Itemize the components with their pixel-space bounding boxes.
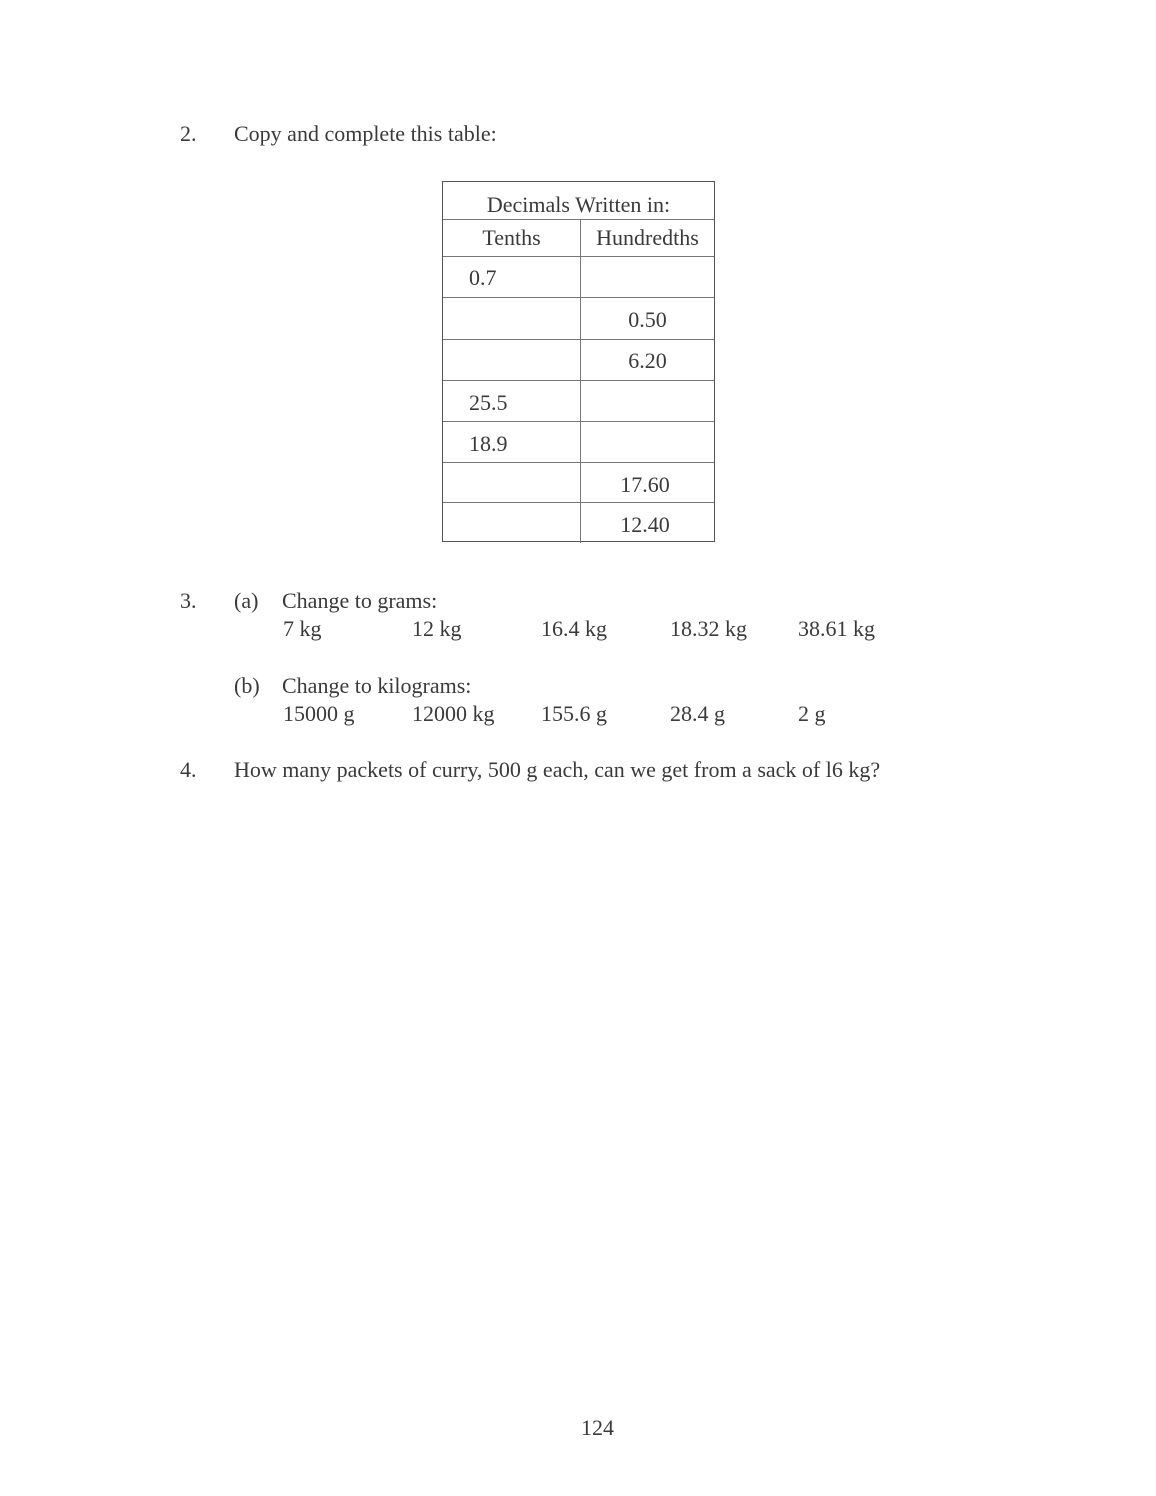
tenths-value: 25.5 <box>469 390 508 415</box>
question-3-number: 3. <box>180 588 197 613</box>
hundredths-value: 6.20 <box>628 348 667 373</box>
hundredths-cell <box>581 381 714 421</box>
question-3a-prompt: Change to grams: <box>282 588 438 613</box>
table-row <box>443 381 714 422</box>
hundredths-cell <box>581 257 714 297</box>
header-hundredths: Hundredths <box>596 225 699 250</box>
tenths-cell <box>443 298 581 339</box>
table-row <box>443 340 714 381</box>
header-cell-tenths <box>443 220 581 256</box>
tenths-cell <box>443 381 581 421</box>
header-cell-hundredths <box>581 220 714 256</box>
page-number: 124 <box>581 1415 614 1440</box>
table-caption-row <box>443 182 714 220</box>
kilograms-item: 2 g <box>798 701 826 726</box>
table-caption: Decimals Written in: <box>486 192 671 217</box>
tenths-value: 18.9 <box>469 431 508 456</box>
hundredths-cell <box>581 422 714 462</box>
kilograms-item: 12000 kg <box>412 701 495 726</box>
table-row <box>443 503 714 543</box>
decimals-table <box>442 181 715 542</box>
grams-item: 18.32 kg <box>670 616 747 641</box>
table-row <box>443 257 714 298</box>
grams-item: 16.4 kg <box>541 616 607 641</box>
grams-item: 12 kg <box>412 616 462 641</box>
table-row <box>443 463 714 503</box>
hundredths-cell <box>581 503 714 543</box>
hundredths-cell <box>581 463 714 502</box>
tenths-value: 0.7 <box>469 265 497 290</box>
hundredths-cell <box>581 298 714 339</box>
header-tenths: Tenths <box>482 225 541 250</box>
tenths-cell <box>443 422 581 462</box>
tenths-cell <box>443 257 581 297</box>
kilograms-item: 28.4 g <box>670 701 725 726</box>
hundredths-value: 0.50 <box>628 307 667 332</box>
question-4-prompt: How many packets of curry, 500 g each, can we get from a sack of l6 kg? <box>234 757 881 782</box>
question-3a-label: (a) <box>234 588 259 613</box>
hundredths-cell <box>581 340 714 380</box>
question-2-prompt: Copy and complete this table: <box>234 121 497 146</box>
kilograms-item: 155.6 g <box>541 701 607 726</box>
question-2-number: 2. <box>180 121 197 146</box>
table-row <box>443 422 714 463</box>
tenths-cell <box>443 340 581 380</box>
hundredths-value: 12.40 <box>620 512 670 537</box>
table-row <box>443 298 714 340</box>
question-4-number: 4. <box>180 757 197 782</box>
hundredths-value: 17.60 <box>620 472 670 497</box>
kilograms-item: 15000 g <box>283 701 355 726</box>
table-header-row <box>443 220 714 257</box>
grams-item: 7 kg <box>283 616 322 641</box>
tenths-cell <box>443 463 581 502</box>
question-3b-label: (b) <box>234 673 260 698</box>
grams-item: 38.61 kg <box>798 616 875 641</box>
question-3b-prompt: Change to kilograms: <box>282 673 472 698</box>
tenths-cell <box>443 503 581 543</box>
